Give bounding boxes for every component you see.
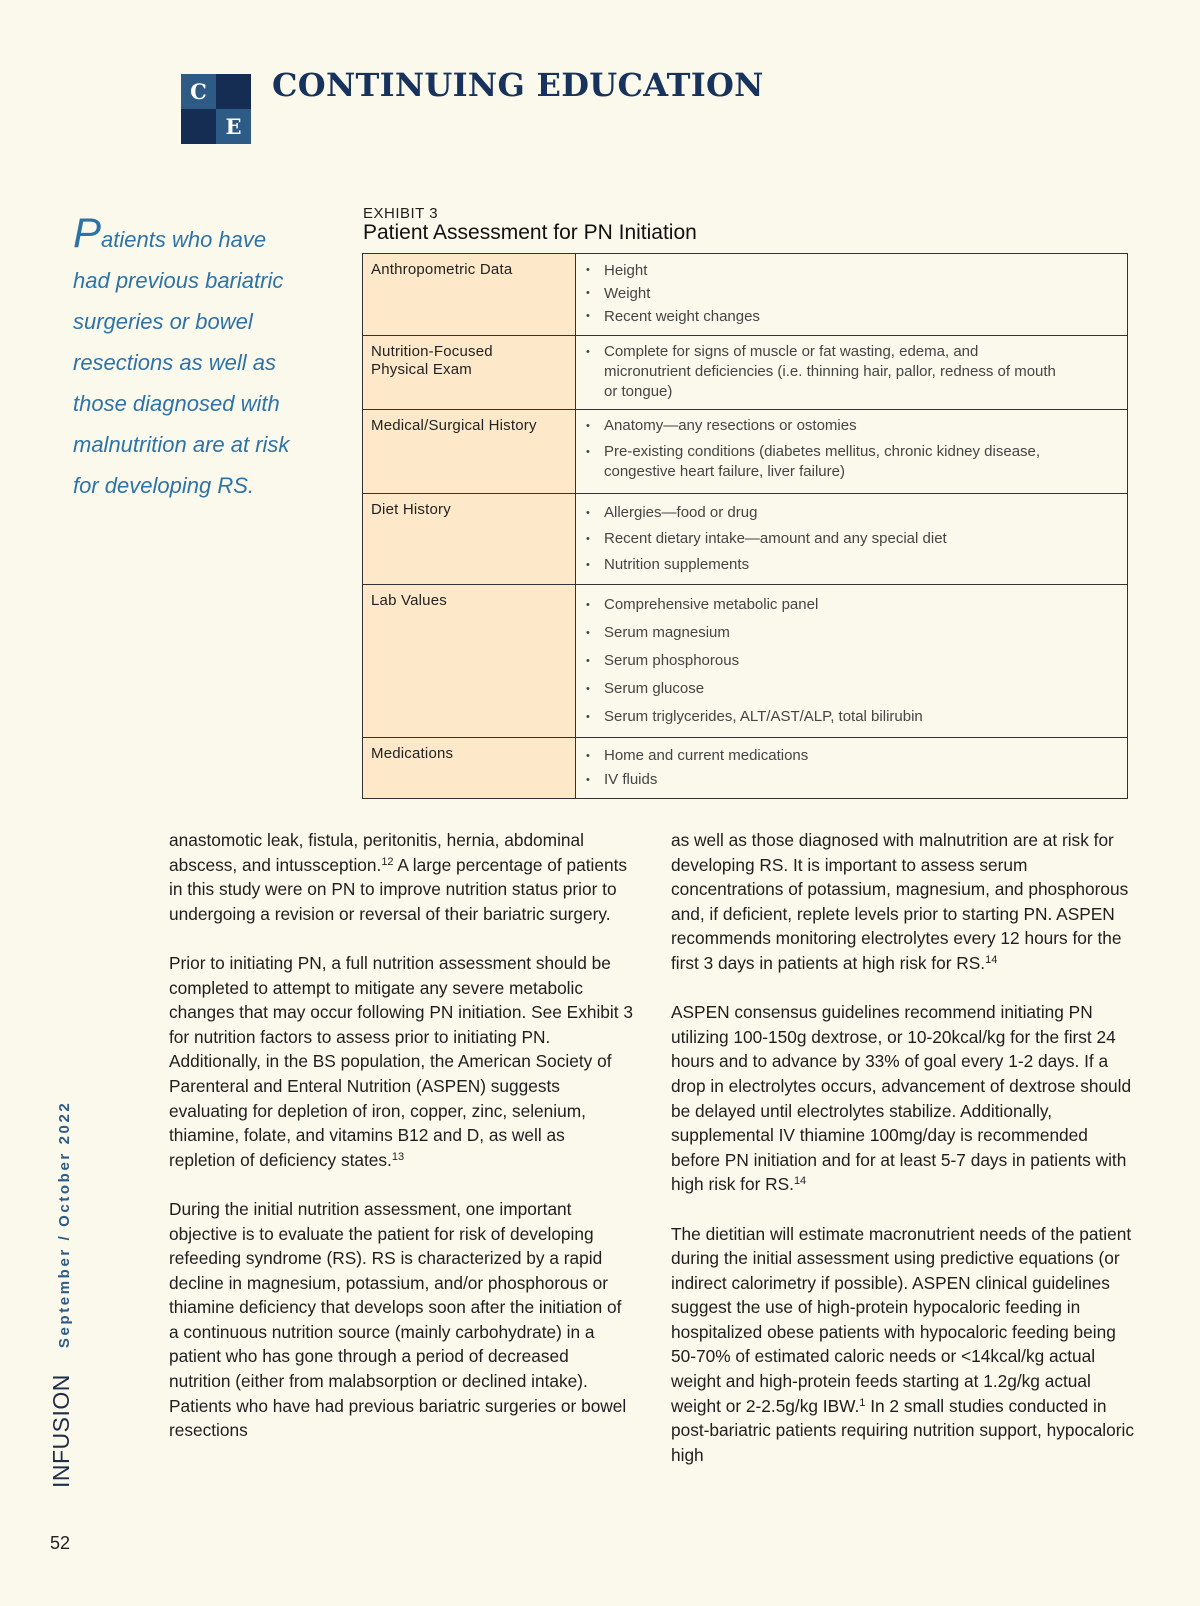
list-item: • Serum phosphorous: [576, 647, 1117, 675]
reference-number: 14: [985, 953, 998, 966]
list-item: • Serum magnesium: [576, 619, 1117, 647]
ce-logo-e: E: [216, 109, 251, 144]
list-item: • Serum glucose: [576, 675, 1117, 703]
table-row: [363, 336, 1128, 410]
list-item: • Weight: [576, 282, 1117, 305]
body-text: anastomotic leak, fistula, peritonitis, hernia, abdominal abscess, and intussception.: [169, 830, 584, 875]
reference-number: 1: [859, 1396, 866, 1409]
items-cell: [576, 738, 1128, 799]
reference-number: 13: [391, 1150, 405, 1163]
category-label: Anthropometric Data: [371, 261, 513, 278]
item-list: [576, 410, 1127, 488]
page-number: 52: [50, 1533, 71, 1553]
body-paragraph: [169, 828, 634, 926]
exhibit-table: [362, 253, 1128, 799]
category-label: Medications: [371, 745, 454, 762]
body-column-left: [169, 828, 634, 1467]
items-cell: [576, 410, 1128, 494]
pull-quote-text: atients who have: [101, 227, 267, 252]
pull-quote: [73, 209, 323, 506]
body-text: as well as those diagnosed with malnutrition are at risk for developing RS. It is important to assess serum concentrations of potassium, magnesium, and phosphorous and, if deficient, replete levels prior to starting PN. ASPEN recommends monitoring electrolytes every 12 hours for the first 3 days in patients at high risk for RS.: [671, 830, 1129, 973]
body-paragraph: [169, 1197, 634, 1443]
ce-logo-square: [216, 74, 251, 109]
infusion-logo: INFUSION: [48, 1374, 74, 1488]
list-item: • Recent dietary intake—amount and any special diet: [576, 526, 1117, 552]
body-text: Prior to initiating PN, a full nutrition assessment should be completed to attempt to mitigate any severe metabolic changes that may occur following PN initiation. See Exhibit 3 for nutrition factors to assess prior to initiating PN. Additionally, in the BS population, the American Society of Parenteral and Enteral Nutrition (ASPEN) suggests evaluating for depletion of iron, copper, zinc, selenium, thiamine, folate, and vitamins B12 and D, as well as repletion of deficiency states.: [169, 952, 633, 1170]
ce-logo-c: C: [181, 74, 216, 109]
body-paragraph: [671, 1000, 1136, 1197]
item-list: [576, 494, 1127, 584]
reference-number: 14: [793, 1175, 807, 1188]
exhibit-title: Patient Assessment for PN Initiation: [363, 221, 697, 244]
body-text: The dietitian will estimate macronutrient needs of the patient during the initial assessment using predictive equations (or indirect calorimetry if possible). ASPEN clinical guidelines suggest the use of high-protein hypocaloric feeding in hospitalized obese patients with hypocaloric feeding being 50-70% of estimated caloric needs or <14kcal/kg actual weight and high-protein feeds starting at 1.2g/kg actual weight or 2-2.5g/kg IBW.: [671, 1223, 1132, 1416]
list-item: • Height: [576, 259, 1117, 282]
list-item: • Recent weight changes: [576, 305, 1117, 328]
pull-quote-line: malnutrition are at risk: [73, 432, 290, 457]
body-text: A large percentage of patients in this study were on PN to improve nutrition status prior to undergoing a revision or reversal of their bariatric surgery.: [169, 854, 628, 924]
pull-quote-line: resections as well as: [73, 350, 276, 375]
pull-quote-line: surgeries or bowel: [73, 309, 253, 334]
pull-quote-line: had previous bariatric: [73, 268, 284, 293]
item-list: [576, 336, 1127, 408]
pull-quote-line: for developing RS.: [73, 473, 254, 498]
items-cell: [576, 254, 1128, 336]
category-cell: [363, 336, 576, 410]
category-cell: [363, 494, 576, 585]
list-item: • Anatomy—any resections or ostomies: [576, 416, 1097, 436]
section-title: CONTINUING EDUCATION: [272, 66, 764, 104]
category-label: Lab Values: [371, 592, 447, 609]
category-cell: [363, 410, 576, 494]
list-item: • IV fluids: [576, 768, 1117, 792]
body-paragraph: [671, 1222, 1136, 1468]
list-item: • Nutrition supplements: [576, 552, 1117, 578]
body-paragraph: [169, 951, 634, 1172]
category-cell: [363, 254, 576, 336]
pull-quote-line: those diagnosed with: [73, 391, 280, 416]
body-column-right: [671, 828, 1136, 1492]
items-cell: [576, 336, 1128, 410]
list-item: • Comprehensive metabolic panel: [576, 591, 1117, 619]
body-text: In 2 small studies conducted in post-bariatric patients requiring nutrition support, hypocaloric high: [671, 1395, 1134, 1465]
category-cell: [363, 585, 576, 738]
items-cell: [576, 585, 1128, 738]
pull-quote-line: [73, 209, 323, 260]
ce-logo: [181, 74, 251, 144]
body-paragraph: [671, 828, 1136, 976]
table-row: [363, 410, 1128, 494]
reference-number: 12: [381, 855, 394, 868]
body-text: During the initial nutrition assessment, one important objective is to evaluate the patient for risk of developing refeeding syndrome (RS). RS is characterized by a rapid decline in magnesium, potassium, and/or phosphorous or thiamine deficiency that develops soon after the initiation of a continuous nutrition source (mainly carbohydrate) in a patient who has gone through a period of decreased nutrition (either from malabsorption or declined intake). Patients who have had previous bariatric surgeries or bowel resections: [169, 1198, 627, 1441]
item-list: [576, 738, 1127, 798]
table-row: [363, 738, 1128, 799]
category-label: Nutrition-Focused Physical Exam: [371, 343, 493, 378]
category-label: Diet History: [371, 501, 451, 518]
body-text: ASPEN consensus guidelines recommend initiating PN utilizing 100-150g dextrose, or 10-20kcal/kg for the first 24 hours and to advance by 33% of goal every 1-2 days. If a drop in electrolytes occurs, advancement of dextrose should be delayed until electrolytes stabilize. Additionally, supplemental IV thiamine 100mg/day is recommended before PN initiation and for at least 5-7 days in patients with high risk for RS.: [671, 1002, 1132, 1195]
table-row: [363, 585, 1128, 738]
sidebar-vertical: [48, 1101, 75, 1488]
pull-quote-drop-cap: P: [73, 209, 102, 256]
issue-date: September / October 2022: [56, 1100, 73, 1349]
item-list: [576, 585, 1127, 737]
table-row: [363, 494, 1128, 585]
ce-logo-square: [181, 109, 216, 144]
table-row: [363, 254, 1128, 336]
category-cell: [363, 738, 576, 799]
item-list: [576, 254, 1127, 334]
exhibit-label: EXHIBIT 3: [363, 205, 439, 222]
list-item: • Pre-existing conditions (diabetes mellitus, chronic kidney disease, congestive heart failure, liver failure): [576, 442, 1097, 482]
list-item: • Serum triglycerides, ALT/AST/ALP, total bilirubin: [576, 703, 1117, 731]
list-item: • Allergies—food or drug: [576, 500, 1117, 526]
list-item: • Complete for signs of muscle or fat wasting, edema, and micronutrient deficiencies (i.e. thinning hair, pallor, redness of mouth or tongue): [576, 342, 1067, 402]
items-cell: [576, 494, 1128, 585]
list-item: • Home and current medications: [576, 744, 1117, 768]
category-label: Medical/Surgical History: [371, 417, 537, 434]
